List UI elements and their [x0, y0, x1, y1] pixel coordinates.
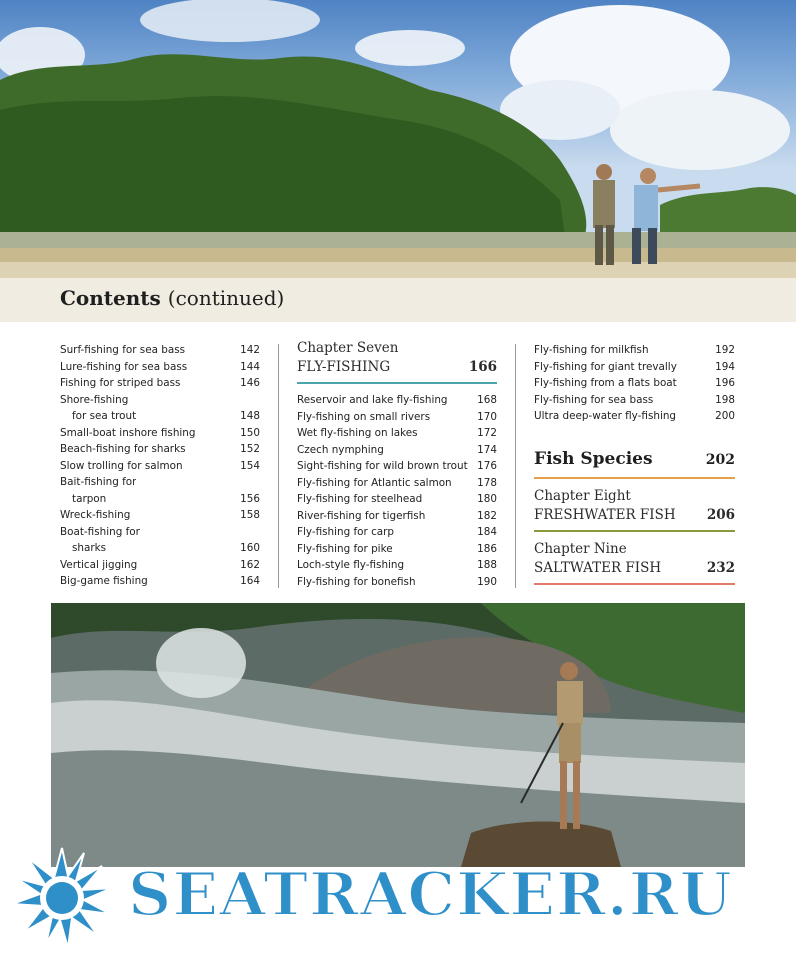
toc-item-title: Shore-fishing — [60, 393, 129, 406]
toc-item-page: 164 — [240, 575, 260, 587]
watermark-text: SEATRACKER.RU — [128, 860, 733, 930]
toc-item[interactable] — [534, 408, 735, 425]
toc-item-title: tarpon — [72, 492, 107, 505]
chapter-title: FLY-FISHING — [297, 359, 391, 375]
toc-item-page: 168 — [477, 394, 497, 406]
river-photo-illustration — [51, 603, 745, 867]
toc-column-left — [60, 342, 260, 590]
toc-item[interactable] — [60, 425, 260, 442]
title-continued: (continued) — [167, 286, 285, 310]
toc-column-middle — [297, 339, 497, 590]
toc-item-page: 146 — [240, 377, 260, 389]
toc-item[interactable] — [60, 458, 260, 475]
hero-photo-illustration — [0, 0, 796, 322]
chapter-page: 232 — [706, 559, 735, 576]
toc-item-title: Fly-fishing for Atlantic salmon — [297, 476, 452, 489]
toc-item-title: Wreck-fishing — [60, 509, 131, 521]
river-fishing-photo — [51, 603, 745, 867]
toc-item-title: Fly-fishing for milkfish — [534, 344, 649, 356]
chapter-title: SALTWATER FISH — [534, 559, 662, 576]
toc-item[interactable] — [60, 392, 260, 409]
toc-item-page: 148 — [240, 410, 260, 422]
toc-item-title: Fly-fishing on small rivers — [297, 410, 431, 423]
toc-item-title: Slow trolling for salmon — [60, 459, 183, 472]
toc-item-page: 156 — [240, 492, 260, 505]
column-divider — [515, 344, 516, 588]
toc-item[interactable] — [297, 574, 497, 591]
toc-item[interactable] — [297, 392, 497, 409]
toc-item[interactable] — [297, 541, 497, 558]
chapter-number: Chapter Seven — [297, 340, 399, 356]
toc-item[interactable] — [60, 408, 260, 425]
toc-item-page: 196 — [715, 377, 735, 389]
toc-item-page: 176 — [477, 460, 497, 472]
toc-item-page: 154 — [240, 459, 260, 472]
toc-item-title: Boat-fishing for — [60, 525, 140, 538]
chapter-eight-heading[interactable] — [534, 487, 735, 525]
toc-column-right — [534, 342, 735, 593]
toc-item[interactable] — [297, 458, 497, 475]
toc-item-page: 194 — [715, 360, 735, 373]
section-title: Fish Species — [534, 448, 653, 469]
toc-item-page: 180 — [477, 493, 497, 505]
toc-item[interactable] — [60, 441, 260, 458]
chapter-rule — [297, 382, 497, 384]
toc-item-title: Vertical jigging — [60, 558, 138, 571]
toc-item-page: 160 — [240, 542, 260, 554]
toc-item-title: Fly-fishing for sea bass — [534, 393, 654, 406]
toc-item-title: Fly-fishing from a flats boat — [534, 377, 677, 389]
toc-item-page: 152 — [240, 443, 260, 455]
toc-item[interactable] — [60, 491, 260, 508]
toc-item-page: 186 — [477, 542, 497, 555]
toc-item[interactable] — [297, 425, 497, 442]
chapter-rule — [534, 583, 735, 585]
toc-item-page: 150 — [240, 426, 260, 439]
toc-item-page: 184 — [477, 526, 497, 538]
toc-item[interactable] — [297, 524, 497, 541]
toc-item-title: Loch-style fly-fishing — [297, 559, 405, 571]
toc-item[interactable] — [297, 557, 497, 574]
title-bold: Contents — [60, 286, 161, 310]
toc-item-title: Fly-fishing for pike — [297, 542, 393, 555]
toc-item-page: 158 — [240, 509, 260, 521]
toc-item-title: Beach-fishing for sharks — [60, 443, 186, 455]
toc-item[interactable] — [60, 342, 260, 359]
toc-item[interactable] — [60, 474, 260, 491]
toc-item[interactable] — [297, 491, 497, 508]
toc-item-title: Surf-fishing for sea bass — [60, 344, 186, 356]
toc-item[interactable] — [297, 475, 497, 492]
toc-item-page: 178 — [477, 476, 497, 489]
toc-item-page: 192 — [715, 344, 735, 356]
toc-item-title: Fly-fishing for giant trevally — [534, 360, 677, 373]
toc-item-page: 190 — [477, 575, 497, 588]
fish-species-heading[interactable] — [534, 449, 735, 469]
toc-item-page: 162 — [240, 558, 260, 571]
section-rule — [534, 477, 735, 479]
toc-item-page: 188 — [477, 559, 497, 571]
toc-item[interactable] — [60, 359, 260, 376]
page-title — [60, 286, 284, 310]
toc-item-page: 170 — [477, 410, 497, 423]
toc-item-page: 142 — [240, 344, 260, 356]
toc-item[interactable] — [60, 507, 260, 524]
toc-item-title: Ultra deep-water fly-fishing — [534, 410, 677, 422]
chapter-rule — [534, 530, 735, 532]
chapter-title: FRESHWATER FISH — [534, 506, 676, 523]
toc-item[interactable] — [297, 442, 497, 459]
toc-item-title: sharks — [72, 542, 107, 554]
toc-item-page: 174 — [477, 443, 497, 456]
column-divider — [278, 344, 279, 588]
toc-item[interactable] — [534, 342, 735, 359]
toc-item-title: Fly-fishing for steelhead — [297, 493, 423, 505]
toc-item-page: 172 — [477, 427, 497, 439]
toc-item[interactable] — [60, 540, 260, 557]
toc-item[interactable] — [60, 524, 260, 541]
toc-item-title: Lure-fishing for sea bass — [60, 360, 188, 373]
toc-item-page: 198 — [715, 393, 735, 406]
toc-item[interactable] — [297, 409, 497, 426]
toc-item-title: Czech nymphing — [297, 443, 384, 456]
toc-item[interactable] — [297, 508, 497, 525]
toc-item-title: Bait-fishing for — [60, 476, 137, 488]
toc-item[interactable] — [534, 375, 735, 392]
toc-item-title: Big-game fishing — [60, 575, 148, 587]
toc-item-title: Sight-fishing for wild brown trout — [297, 460, 468, 472]
toc-item-page: 144 — [240, 360, 260, 373]
section-page: 202 — [705, 451, 735, 468]
chapter-page: 206 — [706, 506, 735, 523]
toc-item[interactable] — [534, 392, 735, 409]
toc-item-page: 200 — [715, 410, 735, 422]
chapter-number: Chapter Eight — [534, 487, 631, 504]
chapter-page: 166 — [468, 359, 497, 375]
toc-item-title: Fly-fishing for carp — [297, 526, 395, 538]
chapter-nine-heading[interactable] — [534, 540, 735, 578]
toc-item[interactable] — [534, 359, 735, 376]
chapter-number: Chapter Nine — [534, 540, 627, 557]
toc-item-title: Small-boat inshore fishing — [60, 426, 196, 439]
toc-item[interactable] — [60, 557, 260, 574]
toc-item-title: Fishing for striped bass — [60, 377, 181, 389]
toc-item-title: Wet fly-fishing on lakes — [297, 427, 418, 439]
toc-item[interactable] — [60, 375, 260, 392]
toc-item-title: Reservoir and lake fly-fishing — [297, 394, 448, 406]
toc-item-page: 182 — [477, 509, 497, 522]
hero-photo-mangrove-flats — [0, 0, 796, 322]
toc-item-title: Fly-fishing for bonefish — [297, 575, 416, 588]
chapter-seven-heading[interactable] — [297, 339, 497, 377]
toc-item[interactable] — [60, 573, 260, 590]
toc-item-title: River-fishing for tigerfish — [297, 509, 426, 522]
toc-item-title: for sea trout — [72, 410, 137, 422]
